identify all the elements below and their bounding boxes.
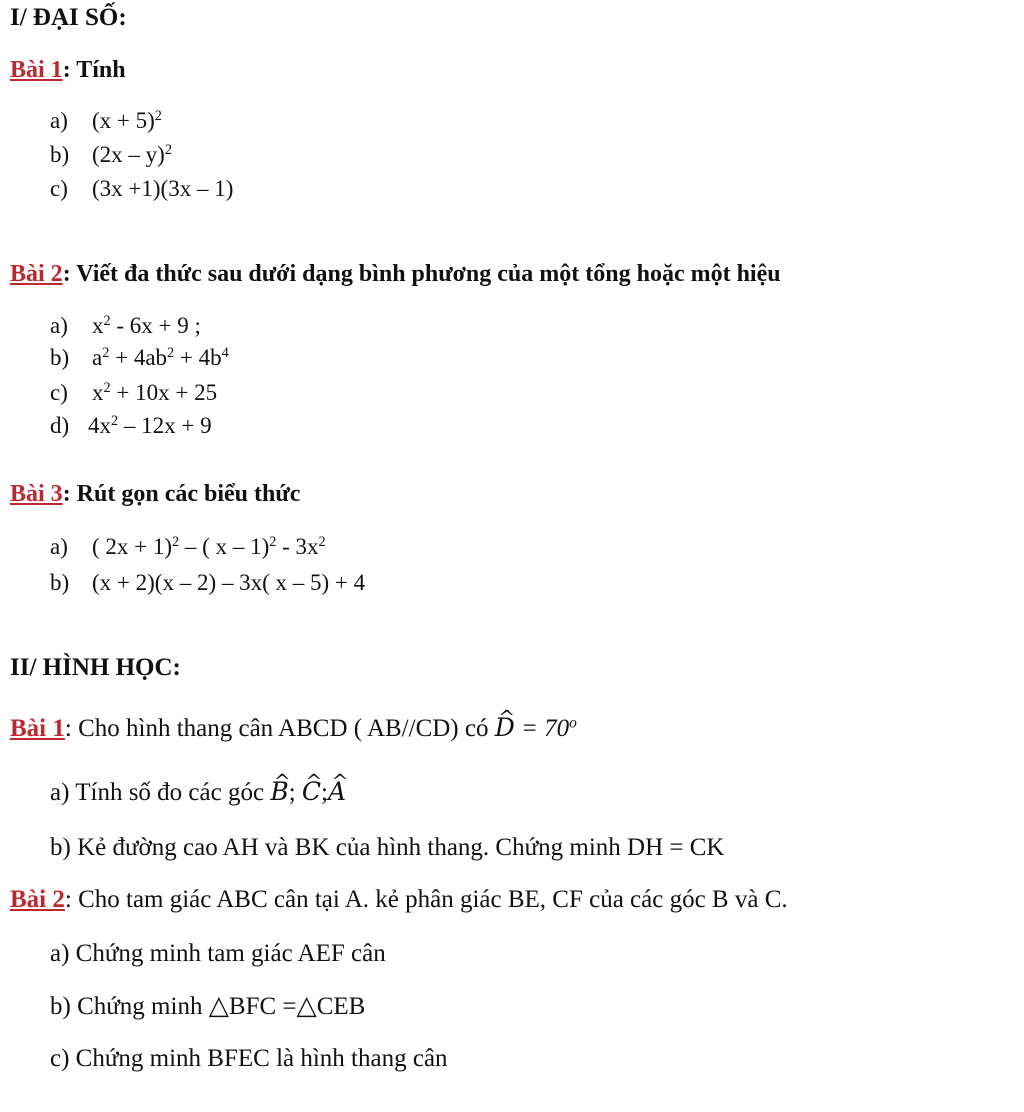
geometry-ex1-header [10,713,577,743]
triangle-name: CEB [316,993,366,1020]
item-letter: b) [50,834,71,861]
expression-part: ( 2x + 1) [92,534,173,559]
algebra-ex2-item-c [50,380,217,406]
exercise-label: Bài 3 [10,481,63,507]
exponent: 2 [269,534,277,551]
exercise-intro: : Cho tam giác ABC cân tại A. kẻ phân giác BE, CF của các góc B và C. [64,886,788,913]
expression-part: - 6x + 9 ; [110,313,201,338]
triangle-icon: △ [296,991,317,1020]
item-letter: b) [50,142,70,167]
item-letter: a) [50,940,70,967]
expression-part: – ( x – 1) [179,534,270,559]
expression-part: a [92,345,103,370]
algebra-ex1-item-a [50,108,162,134]
item-letter: b) [50,993,71,1020]
triangle-icon: △ [208,991,229,1020]
separator: ; [321,779,328,806]
expression: (x + 2)(x – 2) – 3x( x – 5) + 4 [92,570,366,595]
item-letter: a) [50,108,68,133]
exercise-label: Bài 2 [10,886,65,913]
algebra-ex2-header [10,261,781,288]
exponent: 4 [221,345,229,362]
algebra-ex1-item-b [50,142,172,168]
item-text: Tính số đo các góc [75,779,271,806]
item-text: Kẻ đường cao AH và BK của hình thang. Chứng minh DH = CK [77,834,725,861]
triangle-name: BFC = [228,993,297,1020]
item-letter: d) [50,413,70,438]
angle-value: = 70 [514,715,570,742]
exponent: 2 [111,413,119,430]
geometry-ex2-header [10,886,788,914]
exponent: 2 [103,380,111,397]
expression-part: + 10x + 25 [110,380,218,405]
exponent: 2 [172,534,180,551]
item-letter: a) [50,534,68,559]
exponent: 2 [164,142,172,159]
expression: (2x – y) [92,142,165,167]
algebra-ex3-item-b [50,570,365,596]
exercise-intro: : Cho hình thang cân ABCD ( AB//CD) có [64,715,495,742]
expression: (3x +1)(3x – 1) [92,176,234,201]
item-letter: b) [50,345,70,370]
item-letter: c) [50,380,68,405]
expression-part: + 4ab [109,345,168,370]
geometry-ex2-item-a [50,940,386,968]
geometry-ex1-item-b [50,834,724,862]
exercise-label: Bài 1 [10,715,65,742]
item-letter: a) [50,779,70,806]
item-text: Chứng minh [77,993,209,1020]
algebra-ex3-item-a [50,534,326,560]
separator: ; [288,779,302,806]
geometry-ex2-item-b [50,991,365,1021]
exercise-label: Bài 2 [10,261,63,287]
exercise-title: : Tính [62,57,126,83]
item-text: Chứng minh BFEC là hình thang cân [75,1045,448,1072]
expression-part: + 4b [174,345,222,370]
item-letter: c) [50,1045,70,1072]
item-letter: c) [50,176,68,201]
algebra-ex2-item-b [50,345,229,371]
exponent: 2 [102,345,110,362]
expression-part: x [92,380,104,405]
exercise-label: Bài 1 [10,57,63,83]
item-letter: b) [50,570,70,595]
exercise-title: : Rút gọn các biểu thức [62,481,301,507]
exercise-title: : Viết đa thức sau dưới dạng bình phương của một tổng hoặc một hiệu [62,261,781,287]
algebra-heading: I/ ĐẠI SỐ: [10,4,127,31]
algebra-ex1-header [10,57,126,84]
degree-mark: o [569,714,577,732]
exponent: 2 [154,108,162,125]
angle-symbol: ^ D [495,713,515,742]
algebra-ex2-item-d [50,413,212,439]
geometry-ex1-item-a [50,777,346,807]
angle-symbol: ^ A [328,777,346,806]
expression: (x + 5) [92,108,155,133]
geometry-heading: II/ HÌNH HỌC: [10,654,181,681]
exponent: 2 [103,313,111,330]
algebra-ex2-item-a [50,313,201,339]
exponent: 2 [318,534,326,551]
item-text: Chứng minh tam giác AEF cân [75,940,386,967]
expression-part: 4x [88,413,111,438]
angle-symbol: ^ C [302,777,321,806]
expression-part: – 12x + 9 [118,413,212,438]
algebra-ex3-header [10,481,300,508]
expression-part: x [92,313,104,338]
exponent: 2 [167,345,175,362]
angle-symbol: ^ B [270,777,288,806]
algebra-ex1-item-c [50,176,233,202]
item-letter: a) [50,313,68,338]
expression-part: - 3x [276,534,319,559]
geometry-ex2-item-c [50,1045,448,1073]
